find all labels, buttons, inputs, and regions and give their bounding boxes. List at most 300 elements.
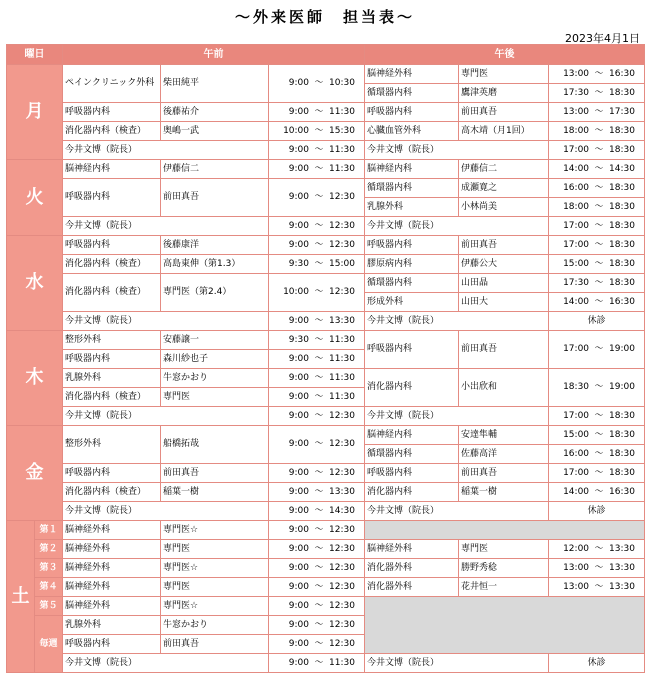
time-separator: ～ [594, 258, 604, 269]
pm-time-range [549, 255, 645, 274]
end-time: 11:30 [329, 372, 355, 383]
am-doctor: 専門医☆ [161, 597, 269, 616]
schedule-row [7, 407, 645, 426]
pm-department: 乳腺外科 [365, 198, 459, 217]
day-label-tue: 火 [7, 160, 63, 236]
am-director-name: 今井文博（院長） [63, 312, 269, 331]
pm-time-range [549, 141, 645, 160]
start-time: 9:30 [288, 334, 309, 345]
start-time: 14:00 [563, 486, 590, 497]
pm-doctor: 伊藤公大 [459, 255, 549, 274]
am-doctor: 伊藤信二 [161, 160, 269, 179]
end-time: 12:30 [329, 439, 355, 449]
am-doctor: 専門医 [161, 388, 269, 407]
end-time: 12:30 [329, 600, 355, 611]
end-time: 18:30 [609, 467, 635, 478]
am-director-name: 今井文博（院長） [63, 407, 269, 426]
start-time: 18:00 [563, 125, 590, 136]
end-time: 15:00 [329, 258, 355, 269]
end-time: 11:30 [329, 106, 355, 117]
pm-time-range [549, 464, 645, 483]
end-time: 12:30 [329, 410, 355, 421]
pm-director-name: 今井文博（院長） [365, 141, 549, 160]
pm-time-range [549, 179, 645, 198]
pm-department: 呼吸器内科 [365, 236, 459, 255]
am-time-range [269, 255, 365, 274]
time-separator: ～ [314, 439, 324, 449]
time-separator: ～ [314, 410, 324, 421]
pm-doctor: 小出欣和 [459, 369, 549, 407]
end-time: 14:30 [609, 163, 635, 174]
pm-time-range [549, 559, 645, 578]
pm-time-range [549, 483, 645, 502]
pm-doctor: 小林尚美 [459, 198, 549, 217]
end-time: 12:30 [329, 543, 355, 554]
schedule-row [7, 483, 645, 502]
am-doctor: 専門医☆ [161, 521, 269, 540]
time-separator: ～ [314, 543, 324, 554]
day-label-mon: 月 [7, 65, 63, 160]
end-time: 18:30 [609, 429, 635, 440]
time-separator: ～ [314, 163, 324, 174]
start-time: 9:00 [288, 144, 309, 155]
schedule-row [7, 369, 645, 388]
end-time: 16:30 [609, 296, 635, 307]
am-department: 呼吸器内科 [63, 103, 161, 122]
time-separator: ～ [314, 353, 324, 364]
start-time: 9:00 [288, 486, 309, 497]
end-time: 11:30 [329, 334, 355, 345]
am-department: 脳神経外科 [63, 521, 161, 540]
am-doctor: 前田真吾 [161, 464, 269, 483]
time-separator: ～ [594, 125, 604, 136]
time-separator: ～ [314, 125, 324, 136]
time-separator: ～ [314, 192, 324, 202]
start-time: 9:00 [288, 106, 309, 117]
time-separator: ～ [314, 638, 324, 649]
pm-doctor: 前田真吾 [459, 331, 549, 369]
schedule-row [7, 236, 645, 255]
start-time: 12:00 [563, 543, 590, 554]
pm-time-range [549, 236, 645, 255]
time-separator: ～ [314, 144, 324, 155]
am-time-range [269, 350, 365, 369]
am-department: 乳腺外科 [63, 369, 161, 388]
end-time: 12:30 [329, 220, 355, 231]
time-separator: ～ [594, 382, 604, 392]
pm-doctor: 成瀬寛之 [459, 179, 549, 198]
pm-time-range [549, 160, 645, 179]
time-separator: ～ [594, 562, 604, 573]
end-time: 12:30 [329, 562, 355, 573]
schedule-row [7, 521, 645, 540]
end-time: 18:30 [609, 258, 635, 269]
pm-time-range [549, 217, 645, 236]
start-time: 9:00 [288, 192, 309, 202]
end-time: 18:30 [609, 125, 635, 136]
schedule-table [6, 44, 645, 673]
time-separator: ～ [594, 486, 604, 497]
pm-doctor: 稲葉一樹 [459, 483, 549, 502]
time-separator: ～ [594, 182, 604, 193]
am-time-range [269, 483, 365, 502]
start-time: 9:00 [288, 372, 309, 383]
am-time-range [269, 559, 365, 578]
pm-department: 消化器内科 [365, 483, 459, 502]
time-separator: ～ [314, 287, 324, 297]
pm-time-range [549, 540, 645, 559]
pm-department: 循環器内科 [365, 179, 459, 198]
start-time: 10:00 [283, 287, 309, 297]
start-time: 13:00 [563, 106, 590, 117]
am-department: 消化器内科（検査） [63, 122, 161, 141]
start-time: 16:00 [563, 182, 590, 193]
pm-time-range [549, 426, 645, 445]
schedule-row [7, 103, 645, 122]
am-doctor: 柴田純平 [161, 65, 269, 103]
am-director-name: 今井文博（院長） [63, 141, 269, 160]
start-time: 9:00 [288, 163, 309, 174]
start-time: 10:00 [283, 125, 309, 136]
week-label: 第３ [35, 559, 63, 578]
am-doctor: 専門医（第2.4） [161, 274, 269, 312]
am-doctor: 専門医☆ [161, 559, 269, 578]
pm-time-range [549, 274, 645, 293]
start-time: 17:00 [563, 220, 590, 231]
am-time-range [269, 65, 365, 103]
pm-department: 脳神経外科 [365, 65, 459, 84]
pm-doctor: 鷹津英磨 [459, 84, 549, 103]
am-time-range [269, 616, 365, 635]
am-department: 乳腺外科 [63, 616, 161, 635]
pm-time-range [549, 293, 645, 312]
pm-doctor: 佐藤高洋 [459, 445, 549, 464]
pm-time-range [549, 103, 645, 122]
schedule-row [7, 597, 645, 616]
start-time: 9:30 [288, 258, 309, 269]
end-time: 18:30 [609, 448, 635, 459]
am-time-range [269, 141, 365, 160]
pm-department: 膠原病内科 [365, 255, 459, 274]
start-time: 16:00 [563, 448, 590, 459]
end-time: 13:30 [609, 581, 635, 592]
am-department: 消化器内科（検査） [63, 483, 161, 502]
am-doctor: 専門医 [161, 540, 269, 559]
am-doctor: 前田真吾 [161, 635, 269, 654]
start-time: 17:00 [563, 239, 590, 250]
am-time-range [269, 578, 365, 597]
am-department: 呼吸器内科 [63, 350, 161, 369]
pm-doctor: 前田真吾 [459, 236, 549, 255]
am-doctor: 稲葉一樹 [161, 483, 269, 502]
am-time-range [269, 236, 365, 255]
time-separator: ～ [594, 163, 604, 174]
end-time: 17:30 [609, 106, 635, 117]
pm-department: 形成外科 [365, 293, 459, 312]
pm-doctor: 山田大 [459, 293, 549, 312]
pm-empty-cell [365, 597, 645, 654]
pm-department: 循環器内科 [365, 445, 459, 464]
pm-department: 呼吸器内科 [365, 464, 459, 483]
am-time-range [269, 217, 365, 236]
day-label-fri: 金 [7, 426, 63, 521]
end-time: 11:30 [329, 657, 355, 668]
schedule-row [7, 65, 645, 84]
time-separator: ～ [314, 239, 324, 250]
am-time-range [269, 540, 365, 559]
time-separator: ～ [314, 372, 324, 383]
schedule-row [7, 141, 645, 160]
start-time: 9:00 [288, 353, 309, 364]
pm-department: 消化器外科 [365, 578, 459, 597]
am-time-range [269, 654, 365, 673]
pm-time-range [549, 198, 645, 217]
am-doctor: 森川紗也子 [161, 350, 269, 369]
time-separator: ～ [314, 619, 324, 630]
am-director-name: 今井文博（院長） [63, 217, 269, 236]
end-time: 12:30 [329, 467, 355, 478]
end-time: 18:30 [609, 410, 635, 421]
start-time: 15:00 [563, 429, 590, 440]
time-separator: ～ [594, 201, 604, 212]
schedule-row [7, 179, 645, 198]
pm-doctor: 勝野秀稔 [459, 559, 549, 578]
end-time: 11:30 [329, 163, 355, 174]
pm-time-range [549, 122, 645, 141]
end-time: 18:30 [609, 220, 635, 231]
end-time: 12:30 [329, 192, 355, 202]
pm-department: 消化器外科 [365, 559, 459, 578]
am-time-range [269, 103, 365, 122]
schedule-row [7, 122, 645, 141]
end-time: 11:30 [329, 391, 355, 402]
time-separator: ～ [314, 524, 324, 535]
pm-doctor: 山田晶 [459, 274, 549, 293]
time-separator: ～ [314, 581, 324, 592]
issue-date: 2023年4月1日 [565, 32, 640, 45]
time-separator: ～ [594, 106, 604, 117]
end-time: 12:30 [329, 581, 355, 592]
am-time-range [269, 464, 365, 483]
end-time: 13:30 [609, 562, 635, 573]
am-time-range [269, 407, 365, 426]
pm-director-name: 今井文博（院長） [365, 217, 549, 236]
time-separator: ～ [594, 410, 604, 421]
start-time: 17:00 [563, 344, 590, 354]
time-separator: ～ [594, 87, 604, 98]
am-department: 呼吸器内科 [63, 635, 161, 654]
pm-doctor: 安達隼輔 [459, 426, 549, 445]
time-separator: ～ [594, 220, 604, 231]
time-separator: ～ [314, 486, 324, 497]
pm-director-name: 今井文博（院長） [365, 312, 549, 331]
end-time: 16:30 [609, 486, 635, 497]
time-separator: ～ [314, 220, 324, 231]
pm-department: 消化器内科 [365, 369, 459, 407]
end-time: 18:30 [609, 144, 635, 155]
header-am: 午前 [63, 45, 365, 65]
end-time: 12:30 [329, 239, 355, 250]
pm-closed-label: 休診 [549, 312, 645, 331]
am-time-range [269, 122, 365, 141]
end-time: 12:30 [329, 287, 355, 297]
pm-time-range [549, 369, 645, 407]
pm-director-name: 今井文博（院長） [365, 407, 549, 426]
am-department: 整形外科 [63, 331, 161, 350]
pm-doctor: 高木靖（月1回） [459, 122, 549, 141]
end-time: 18:30 [609, 87, 635, 98]
time-separator: ～ [314, 657, 324, 668]
start-time: 9:00 [288, 524, 309, 535]
schedule-row [7, 312, 645, 331]
start-time: 9:00 [288, 239, 309, 250]
start-time: 17:00 [563, 410, 590, 421]
am-time-range [269, 635, 365, 654]
time-separator: ～ [594, 448, 604, 459]
am-department: 脳神経外科 [63, 559, 161, 578]
pm-closed-label: 休診 [549, 502, 645, 521]
time-separator: ～ [314, 391, 324, 402]
start-time: 9:00 [288, 505, 309, 516]
am-department: ペインクリニック外科 [63, 65, 161, 103]
am-doctor: 後藤康洋 [161, 236, 269, 255]
start-time: 9:00 [288, 78, 309, 88]
am-department: 呼吸器内科 [63, 236, 161, 255]
start-time: 17:30 [563, 87, 590, 98]
schedule-row [7, 559, 645, 578]
day-label-thu: 木 [7, 331, 63, 426]
am-department: 脳神経外科 [63, 597, 161, 616]
am-doctor: 牛窓かおり [161, 616, 269, 635]
start-time: 9:00 [288, 467, 309, 478]
end-time: 16:30 [609, 68, 635, 79]
pm-department: 心臓血管外科 [365, 122, 459, 141]
end-time: 18:30 [609, 277, 635, 288]
end-time: 18:30 [609, 201, 635, 212]
pm-department: 呼吸器内科 [365, 331, 459, 369]
schedule-row [7, 274, 645, 293]
start-time: 14:00 [563, 296, 590, 307]
start-time: 13:00 [563, 562, 590, 573]
end-time: 12:30 [329, 524, 355, 535]
am-doctor: 奥嶋一武 [161, 122, 269, 141]
pm-director-name: 今井文博（院長） [365, 654, 549, 673]
end-time: 13:30 [329, 315, 355, 326]
pm-department: 呼吸器内科 [365, 103, 459, 122]
start-time: 9:00 [288, 543, 309, 554]
am-department: 消化器内科（検査） [63, 388, 161, 407]
pm-empty-cell [365, 521, 645, 540]
pm-doctor: 花井恒一 [459, 578, 549, 597]
time-separator: ～ [594, 68, 604, 79]
schedule-row [7, 540, 645, 559]
start-time: 15:00 [563, 258, 590, 269]
am-time-range [269, 160, 365, 179]
end-time: 13:30 [609, 543, 635, 554]
day-label-wed: 水 [7, 236, 63, 331]
schedule-row [7, 426, 645, 445]
time-separator: ～ [594, 144, 604, 155]
am-department: 整形外科 [63, 426, 161, 464]
time-separator: ～ [314, 106, 324, 117]
start-time: 9:00 [288, 619, 309, 630]
pm-department: 脳神経内科 [365, 160, 459, 179]
end-time: 19:00 [609, 382, 635, 392]
pm-department: 循環器内科 [365, 274, 459, 293]
am-time-range [269, 597, 365, 616]
time-separator: ～ [594, 277, 604, 288]
start-time: 9:00 [288, 410, 309, 421]
week-label: 第５ [35, 597, 63, 616]
start-time: 9:00 [288, 220, 309, 231]
am-department: 消化器内科（検査） [63, 255, 161, 274]
am-doctor: 安藤譲一 [161, 331, 269, 350]
time-separator: ～ [594, 239, 604, 250]
time-separator: ～ [594, 429, 604, 440]
pm-doctor: 専門医 [459, 540, 549, 559]
start-time: 9:00 [288, 657, 309, 668]
start-time: 9:00 [288, 562, 309, 573]
end-time: 11:30 [329, 144, 355, 155]
end-time: 13:30 [329, 486, 355, 497]
start-time: 13:00 [563, 68, 590, 79]
start-time: 9:00 [288, 391, 309, 402]
am-time-range [269, 331, 365, 350]
pm-closed-label: 休診 [549, 654, 645, 673]
start-time: 17:00 [563, 467, 590, 478]
pm-time-range [549, 445, 645, 464]
am-time-range [269, 502, 365, 521]
end-time: 11:30 [329, 353, 355, 364]
pm-time-range [549, 578, 645, 597]
week-label: 第２ [35, 540, 63, 559]
am-time-range [269, 274, 365, 312]
pm-time-range [549, 84, 645, 103]
pm-time-range [549, 65, 645, 84]
schedule-row [7, 464, 645, 483]
time-separator: ～ [594, 581, 604, 592]
schedule-row [7, 255, 645, 274]
am-doctor: 専門医 [161, 578, 269, 597]
pm-doctor: 前田真吾 [459, 103, 549, 122]
end-time: 12:30 [329, 638, 355, 649]
pm-department: 脳神経外科 [365, 540, 459, 559]
time-separator: ～ [314, 467, 324, 478]
page-title: ～外来医師 担当表～ [234, 8, 415, 26]
schedule-row [7, 654, 645, 673]
am-time-range [269, 369, 365, 388]
start-time: 18:00 [563, 201, 590, 212]
week-label-every: 毎週 [35, 616, 63, 673]
schedule-row [7, 502, 645, 521]
pm-time-range [549, 331, 645, 369]
end-time: 19:00 [609, 344, 635, 354]
start-time: 9:00 [288, 600, 309, 611]
pm-time-range [549, 407, 645, 426]
am-doctor: 前田真吾 [161, 179, 269, 217]
schedule-row [7, 160, 645, 179]
schedule-body [7, 65, 645, 673]
time-separator: ～ [594, 543, 604, 554]
pm-doctor: 専門医 [459, 65, 549, 84]
time-separator: ～ [314, 315, 324, 326]
am-director-name: 今井文博（院長） [63, 654, 269, 673]
start-time: 17:00 [563, 144, 590, 155]
week-label: 第４ [35, 578, 63, 597]
pm-department: 脳神経内科 [365, 426, 459, 445]
schedule-row [7, 331, 645, 350]
schedule-row [7, 217, 645, 236]
